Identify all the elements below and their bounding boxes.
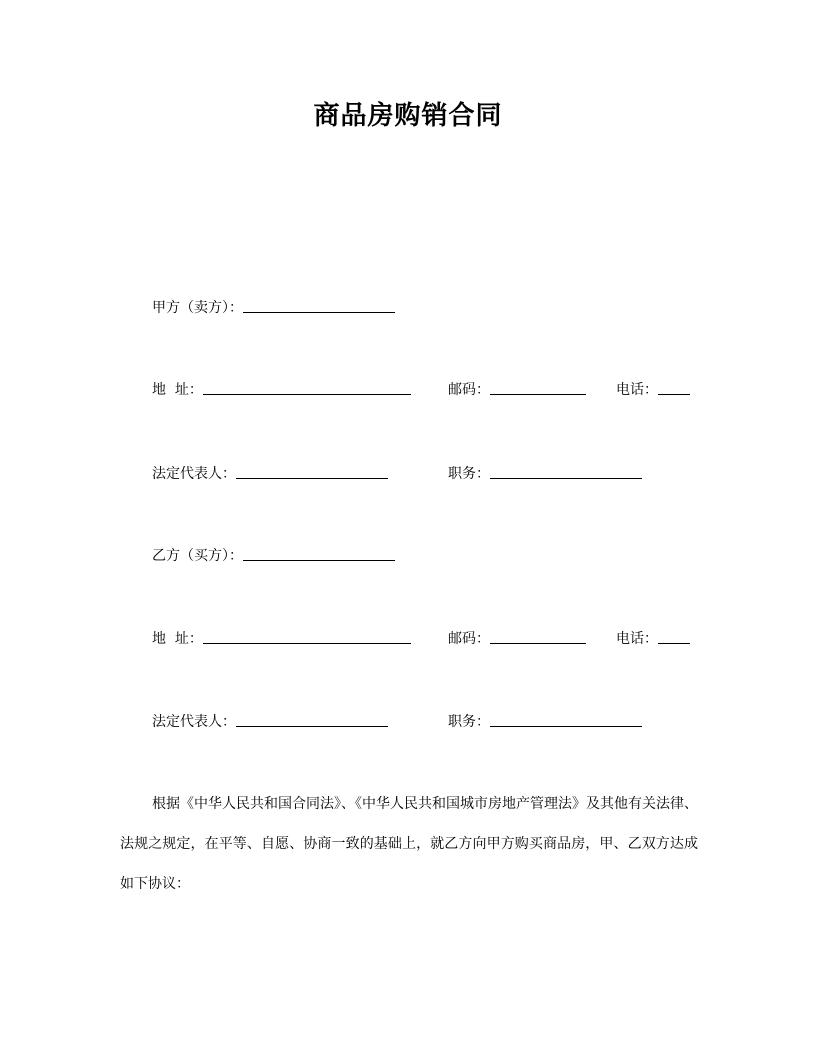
party-b-phone-field (616, 627, 690, 651)
party-a-address-label: 地 址： (152, 382, 203, 398)
party-b-phone-label: 电话： (616, 631, 658, 647)
party-a-name-field (152, 296, 395, 320)
party-a-position-label: 职务： (448, 466, 490, 482)
party-b-rep-label: 法定代表人： (152, 714, 236, 730)
party-a-rep-label: 法定代表人： (152, 466, 236, 482)
party-b-position-label: 职务： (448, 714, 490, 730)
party-a-position-blank[interactable] (490, 462, 642, 479)
party-b-address-row (152, 627, 712, 651)
party-a-phone-blank[interactable] (658, 378, 690, 395)
party-a-postcode-blank[interactable] (490, 378, 586, 395)
party-a-address-blank[interactable] (203, 378, 411, 395)
party-b-rep-blank[interactable] (236, 710, 388, 727)
party-b-address-blank[interactable] (203, 627, 411, 644)
party-a-name-label: 甲方（卖方）： (152, 300, 243, 316)
party-a-rep-row (152, 462, 712, 486)
party-b-postcode-label: 邮码： (448, 631, 490, 647)
party-a-name-row (152, 296, 712, 320)
page-title: 商品房购销合同 (313, 101, 503, 131)
preamble-text: 根据《中华人民共和国合同法》、《中华人民共和国城市房地产管理法》及其他有关法律、法规之规定，在平等、自愿、协商一致的基础上，就乙方向甲方购买商品房，甲、乙双方达成如下协议： (120, 796, 698, 892)
party-a-rep-blank[interactable] (236, 462, 388, 479)
party-b-phone-blank[interactable] (658, 627, 690, 644)
party-a-position-field (448, 462, 642, 486)
party-a-rep-field (152, 462, 388, 486)
party-b-position-blank[interactable] (490, 710, 642, 727)
party-a-postcode-field (448, 378, 586, 402)
party-a-phone-label: 电话： (616, 382, 658, 398)
party-a-postcode-label: 邮码： (448, 382, 490, 398)
party-a-address-field (152, 378, 411, 402)
party-b-name-label: 乙方（买方）： (152, 548, 243, 564)
party-b-rep-row (152, 710, 712, 734)
party-b-address-label: 地 址： (152, 631, 203, 647)
party-b-postcode-field (448, 627, 586, 651)
party-a-address-row (152, 378, 712, 402)
party-a-phone-field (616, 378, 690, 402)
party-b-name-field (152, 544, 395, 568)
party-b-name-row (152, 544, 712, 568)
party-b-name-blank[interactable] (243, 544, 395, 561)
party-a-name-blank[interactable] (243, 296, 395, 313)
party-b-address-field (152, 627, 411, 651)
party-b-postcode-blank[interactable] (490, 627, 586, 644)
preamble-paragraph (120, 784, 698, 904)
party-b-rep-field (152, 710, 388, 734)
party-b-position-field (448, 710, 642, 734)
